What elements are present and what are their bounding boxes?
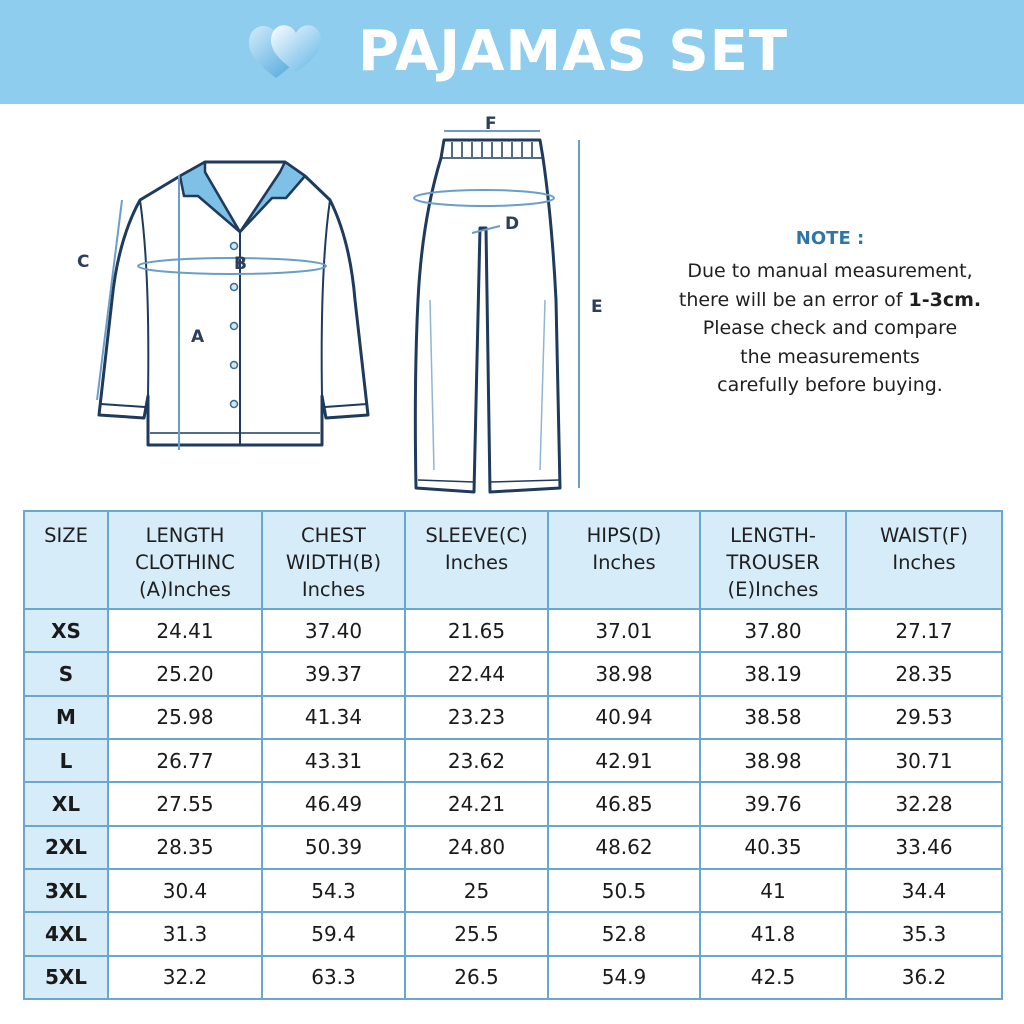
banner-title: PAJAMAS SET [358, 19, 789, 84]
shirt-label-a: A [191, 327, 205, 347]
trousers-label-d: D [505, 214, 520, 234]
measurement-cell: 38.58 [700, 696, 846, 739]
measurement-cell: 54.3 [262, 869, 405, 912]
measurement-cell: 41 [700, 869, 846, 912]
measurement-cell: 39.37 [262, 652, 405, 695]
measurement-cell: 30.71 [846, 739, 1002, 782]
measurement-cell: 46.85 [548, 782, 700, 825]
measurement-cell: 23.62 [405, 739, 548, 782]
measurement-cell: 25.98 [108, 696, 262, 739]
table-row [24, 956, 1002, 999]
measurement-cell: 40.94 [548, 696, 700, 739]
header-waist: WAIST(F) Inches [846, 511, 1002, 609]
measurement-cell: 34.4 [846, 869, 1002, 912]
measurement-cell: 27.55 [108, 782, 262, 825]
size-chart-table [23, 510, 1003, 1000]
measurement-cell: 46.49 [262, 782, 405, 825]
measurement-cell: 38.19 [700, 652, 846, 695]
measurement-cell: 27.17 [846, 609, 1002, 652]
note-line-2-prefix: there will be an error of [678, 288, 909, 311]
measurement-cell: 25 [405, 869, 548, 912]
note-line-5: carefully before buying. [717, 374, 943, 396]
measurement-cell: 48.62 [548, 826, 700, 869]
size-label-cell: S [24, 652, 108, 695]
measurement-cell: 22.44 [405, 652, 548, 695]
measurement-cell: 24.80 [405, 826, 548, 869]
measurement-cell: 32.28 [846, 782, 1002, 825]
header-length-clothing: LENGTH CLOTHINC (A)Inches [108, 511, 262, 609]
measurement-cell: 31.3 [108, 912, 262, 955]
measurement-cell: 54.9 [548, 956, 700, 999]
note-error-range: 1-3cm. [908, 288, 982, 311]
shirt-label-c: C [77, 252, 90, 272]
size-label-cell: XL [24, 782, 108, 825]
measurement-cell: 26.5 [405, 956, 548, 999]
note-line-1: Due to manual measurement, [687, 260, 973, 282]
measurement-cell: 35.3 [846, 912, 1002, 955]
size-label-cell: 5XL [24, 956, 108, 999]
measurement-cell: 32.2 [108, 956, 262, 999]
measurement-cell: 24.21 [405, 782, 548, 825]
measurement-cell: 30.4 [108, 869, 262, 912]
measurement-cell: 43.31 [262, 739, 405, 782]
measurement-cell: 42.91 [548, 739, 700, 782]
hearts-logo-icon [244, 14, 334, 86]
table-row [24, 652, 1002, 695]
measurement-cell: 41.34 [262, 696, 405, 739]
trousers-label-f: F [485, 114, 497, 134]
measurement-cell: 39.76 [700, 782, 846, 825]
size-label-cell: 4XL [24, 912, 108, 955]
size-label-cell: M [24, 696, 108, 739]
measurement-cell: 24.41 [108, 609, 262, 652]
table-row [24, 609, 1002, 652]
table-row [24, 739, 1002, 782]
shirt-label-b: B [234, 254, 247, 274]
measurement-cell: 23.23 [405, 696, 548, 739]
measurement-cell: 21.65 [405, 609, 548, 652]
measurement-cell: 28.35 [108, 826, 262, 869]
header-length-trouser: LENGTH- TROUSER (E)Inches [700, 511, 846, 609]
table-header-row [24, 511, 1002, 609]
header-banner [0, 0, 1024, 104]
measurement-cell: 33.46 [846, 826, 1002, 869]
trousers-label-e: E [591, 297, 603, 317]
note-line-2 [640, 286, 1020, 315]
size-label-cell: L [24, 739, 108, 782]
table-row [24, 869, 1002, 912]
measurement-cell: 41.8 [700, 912, 846, 955]
measurement-cell: 26.77 [108, 739, 262, 782]
measurement-cell: 37.01 [548, 609, 700, 652]
measurement-cell: 25.5 [405, 912, 548, 955]
measurement-note [640, 228, 1020, 400]
measurement-cell: 38.98 [700, 739, 846, 782]
size-label-cell: 3XL [24, 869, 108, 912]
measurement-cell: 37.40 [262, 609, 405, 652]
note-line-4: the measurements [740, 345, 920, 368]
measurement-cell: 38.98 [548, 652, 700, 695]
table-row [24, 912, 1002, 955]
measurement-cell: 50.39 [262, 826, 405, 869]
measurement-cell: 63.3 [262, 956, 405, 999]
note-line-3: Please check and compare [702, 317, 958, 339]
note-title: NOTE : [795, 228, 865, 249]
size-label-cell: XS [24, 609, 108, 652]
table-row [24, 782, 1002, 825]
measurement-cell: 52.8 [548, 912, 700, 955]
measurement-cell: 25.20 [108, 652, 262, 695]
header-sleeve: SLEEVE(C) Inches [405, 511, 548, 609]
header-size: SIZE [24, 511, 108, 609]
measurement-cell: 50.5 [548, 869, 700, 912]
measurement-cell: 36.2 [846, 956, 1002, 999]
measurement-cell: 59.4 [262, 912, 405, 955]
table-row [24, 826, 1002, 869]
measurement-cell: 28.35 [846, 652, 1002, 695]
measurement-cell: 40.35 [700, 826, 846, 869]
measurement-cell: 37.80 [700, 609, 846, 652]
measurement-cell: 42.5 [700, 956, 846, 999]
header-hips: HIPS(D) Inches [548, 511, 700, 609]
table-row [24, 696, 1002, 739]
header-chest-width: CHEST WIDTH(B) Inches [262, 511, 405, 609]
measurement-cell: 29.53 [846, 696, 1002, 739]
size-label-cell: 2XL [24, 826, 108, 869]
